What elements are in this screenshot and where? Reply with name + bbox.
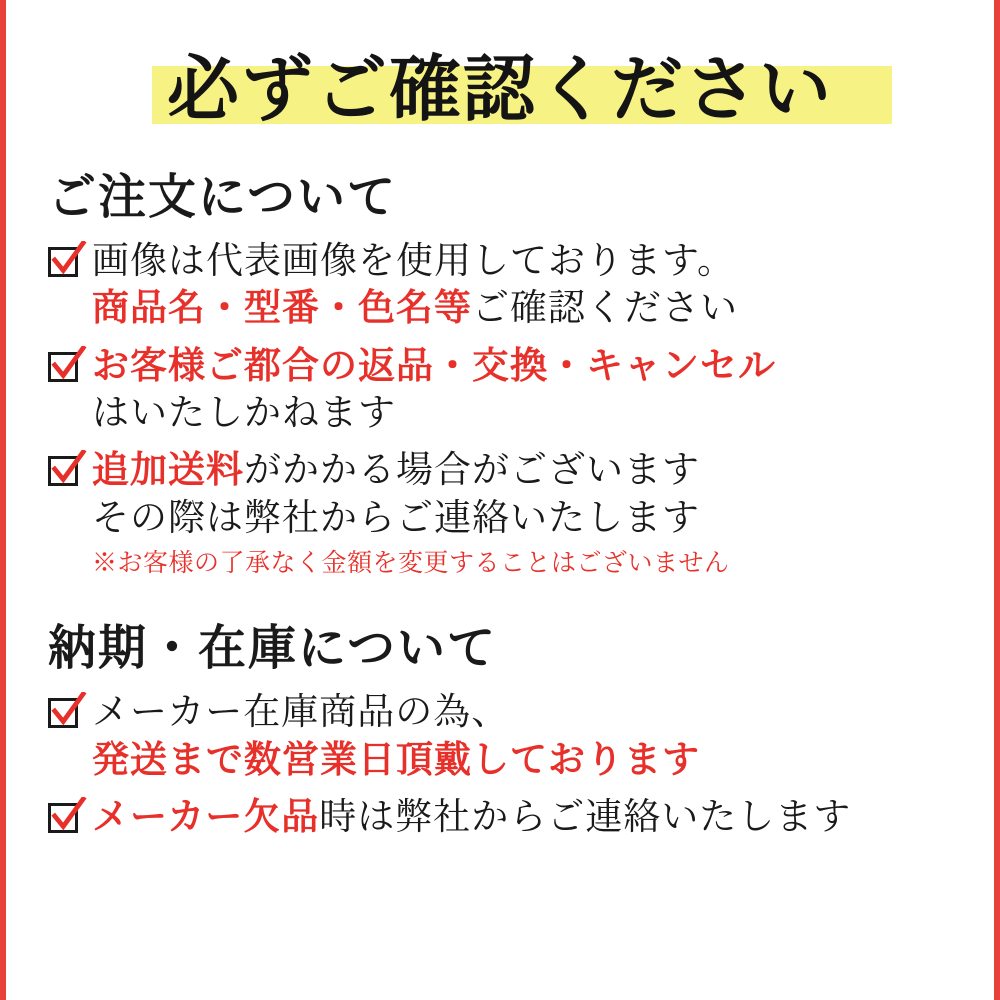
emphasis-text: 商品名・型番・色名等: [92, 285, 472, 330]
list-item-line: 発送まで数営業日頂戴しております: [92, 736, 700, 781]
checkbox-checked-icon: [46, 348, 86, 388]
list-item-lines: [92, 446, 966, 579]
section-heading-delivery: 納期・在庫について: [48, 620, 498, 677]
list-item-line-suffix: 時は弊社からご連絡いたします: [319, 794, 852, 838]
list-item-line: メーカー在庫商品の為、: [92, 690, 510, 734]
list-item-lines: [92, 237, 966, 332]
checkbox-checked-icon: [46, 694, 86, 734]
list-item: [46, 237, 966, 332]
list-item-note: ※お客様の了承なく金額を変更することはございません: [92, 548, 730, 578]
page-title: [34, 34, 966, 144]
list-item-line: はいたしかねます: [92, 391, 396, 435]
list-item: [46, 342, 966, 437]
notice-content: [6, 0, 994, 1000]
checkbox-checked-icon: [46, 243, 86, 283]
emphasis-text: メーカー欠品: [92, 793, 320, 838]
list-item: [46, 688, 966, 783]
checkbox-checked-icon: [46, 452, 86, 492]
list-item-lines: [92, 688, 966, 783]
page-title-text: 必ずご確認ください: [166, 46, 833, 131]
list-item-line: お客様ご都合の返品・交換・キャンセル: [92, 342, 776, 387]
list-item-line: 画像は代表画像を使用しております。: [92, 239, 736, 282]
emphasis-text: 追加送料: [92, 447, 244, 492]
list-item: [46, 446, 966, 579]
list-item-line: その際は弊社からご連絡いたします: [92, 495, 700, 539]
list-item-lines: [92, 793, 966, 840]
list-item: [46, 793, 966, 840]
list-item-line: [92, 284, 966, 331]
checkbox-checked-icon: [46, 799, 86, 839]
list-item-line: [92, 793, 966, 840]
list-item-lines: [92, 342, 966, 437]
list-item-line: [92, 446, 966, 493]
section-heading-order: ご注文について: [48, 169, 398, 225]
list-item-line-suffix: ご確認ください: [472, 286, 738, 330]
list-item-line-suffix: がかかる場合がございます: [244, 448, 700, 492]
